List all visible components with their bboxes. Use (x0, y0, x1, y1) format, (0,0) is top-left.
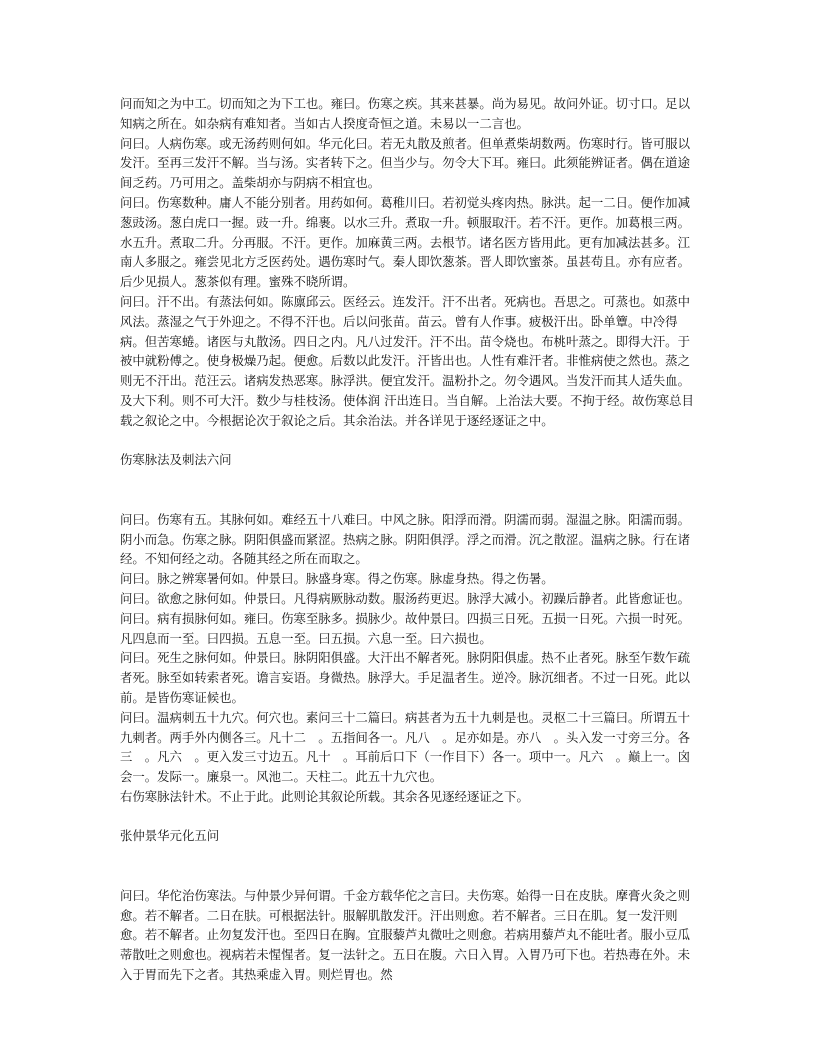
section-five-questions (120, 886, 696, 985)
section-intro (120, 94, 696, 431)
paragraph: 问曰。欲愈之脉何如。仲景曰。凡得病厥脉动数。服汤药更迟。脉浮大减小。初躁后静者。此皆愈证也。 (120, 590, 690, 606)
paragraph: 问曰。伤寒有五。其脉何如。难经五十八难曰。中风之脉。阳浮而滑。阴濡而弱。湿温之脉。阳濡而弱。阴小而急。伤寒之脉。阴阳俱盛而紧涩。热病之脉。阴阳俱浮。浮之而滑。沉之散涩。温病之脉。行在诸经。不知何经之动。各随其经之所在而取之。 (120, 511, 690, 567)
paragraph: 问曰。温病刺五十九穴。何穴也。素问三十二篇曰。病甚者为五十九刺是也。灵枢二十三篇曰。所谓五十九刺者。两手外内侧各三。凡十二 。五指间各一。凡八 。足亦如是。亦八 。头入发一寸旁三分。各三 。凡六 。更入发三寸边五。凡十 。耳前后口下（一作目下）各一。项中一。凡六 。巅上一。囟会一。发际一。廉泉一。风池二。天柱二。此五十九穴也。 (120, 709, 690, 785)
section-pulse-methods (120, 510, 696, 807)
paragraph: 问曰。人病伤寒。或无汤药则何如。华元化曰。若无丸散及煎者。但单煮柴胡数两。伤寒时行。皆可服以发汗。至再三发汗不解。当与汤。实者转下之。但当少与。勿令大下耳。雍曰。此须能辨证者。偶在道途间乏药。乃可用之。盖柴胡亦与阴病不相宜也。 (120, 135, 690, 191)
paragraph: 右伤寒脉法针术。不止于此。此则论其叙论所载。其余各见逐经逐证之下。 (120, 788, 529, 804)
document-page (120, 94, 696, 985)
paragraph: 问而知之为中工。切而知之为下工也。雍曰。伤寒之疾。其来甚暴。尚为易见。故问外证。切寸口。足以知病之所在。如杂病有难知者。当如古人揆度奇恒之道。未易以一二言也。 (120, 96, 690, 131)
paragraph: 问曰。伤寒数种。庸人不能分别者。用药如何。葛稚川曰。若初觉头疼肉热。脉洪。起一二日。便作加减葱豉汤。葱白虎口一握。豉一升。绵裹。以水三升。煮取一升。顿服取汗。若不汗。更作。加葛根三两。水五升。煮取二升。分再服。不汗。更作。加麻黄三两。去根节。诸名医方皆用此。更有加减法甚多。江南人多服之。雍尝见北方乏医药处。遇伤寒时气。秦人即饮葱茶。晋人即饮蜜茶。虽甚苟且。亦有应者。后少见损人。葱茶似有理。蜜殊不晓所谓。 (120, 194, 690, 290)
section-heading: 张仲景华元化五问 (120, 828, 220, 844)
paragraph: 问曰。华佗治伤寒法。与仲景少异何谓。千金方载华佗之言曰。夫伤寒。始得一日在皮肤。摩膏火灸之则愈。若不解者。二日在肤。可根据法针。服解肌散发汗。汗出则愈。若不解者。三日在肌。复一发汗则愈。若不解者。止勿复发汗也。至四日在胸。宜服藜芦丸微吐之则愈。若病用藜芦丸不能吐者。服小豆瓜蒂散吐之则愈也。视病若未惺惺者。复一法针之。五日在腹。六日入胃。入胃乃可下也。若热毒在外。未入于胃而先下之者。其热乘虚入胃。则烂胃也。然 (120, 887, 690, 983)
paragraph: 问曰。汗不出。有蒸法何如。陈廪邱云。医经云。连发汗。汗不出者。死病也。吾思之。可蒸也。如蒸中风法。蒸湿之气于外迎之。不得不汗也。后以问张苗。苗云。曾有人作事。疲极汗出。卧单簟。中冷得病。但苦寒蜷。诸医与丸散汤。四日之内。凡八过发汗。汗不出。苗令烧也。布桃叶蒸之。即得大汗。于被中就粉傅之。使身极燥乃起。便愈。后数以此发汗。汗皆出也。人性有难汗者。非惟病使之然也。蒸之则无不汗出。范汪云。诸病发热恶寒。脉浮洪。便宜发汗。温粉扑之。勿令遇风。当发汗而其人适失血。及大下利。则不可大汗。数少与桂枝汤。使体润 汗出连日。当自解。上治法大要。不拘于经。故伤寒总目载之叙论之中。今根据论次于叙论之后。其余治法。并各详见于逐经逐证之中。 (120, 293, 694, 428)
paragraph: 问曰。脉之辨寒暑何如。仲景曰。脉盛身寒。得之伤寒。脉虚身热。得之伤暑。 (120, 571, 554, 587)
section-heading: 伤寒脉法及刺法六问 (120, 452, 232, 468)
paragraph: 问曰。病有损脉何如。雍曰。伤寒至脉多。损脉少。故仲景曰。四损三日死。五损一日死。六损一时死。凡四息而一至。曰四损。五息一至。曰五损。六息一至。曰六损也。 (120, 610, 690, 646)
paragraph: 问曰。死生之脉何如。仲景曰。脉阴阳俱盛。大汗出不解者死。脉阴阳俱虚。热不止者死。脉至乍数乍疏者死。脉至如转索者死。谵言妄语。身微热。脉浮大。手足温者生。逆冷。脉沉细者。不过一日死。此以前。是皆伤寒证候也。 (120, 650, 690, 705)
